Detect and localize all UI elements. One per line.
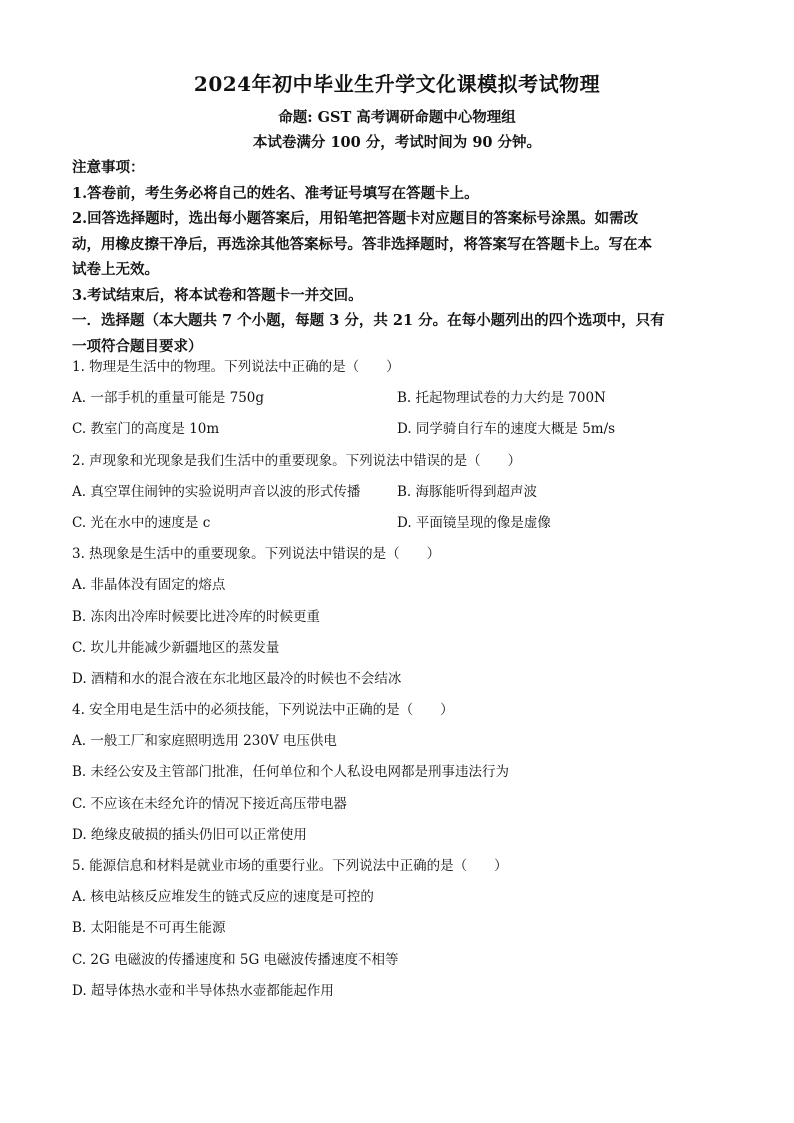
notes-line: 3.考试结束后，将本试卷和答题卡一并交回。 (72, 286, 363, 304)
question-3-option-b: B. 冻肉出冷库时候要比进冷库的时候更重 (72, 608, 321, 625)
question-1-option-b: B. 托起物理试卷的力大约是 700N (397, 390, 606, 407)
question-2-option-b: B. 海豚能听得到超声波 (397, 483, 538, 500)
notes-heading: 注意事项： (72, 159, 145, 176)
notes-line: 2.回答选择题时，选出每小题答案后，用铅笔把答题卡对应题目的答案标号涂黑。如需改 (72, 210, 639, 227)
section-heading: 一项符合题目要求） (72, 337, 203, 355)
notes-line: 1.答卷前，考生务必将自己的姓名、准考证号填写在答题卡上。 (72, 184, 479, 202)
exam-info: 本试卷满分 100 分，考试时间为 90 分钟。 (252, 134, 542, 151)
question-2-option-a: A. 真空罩住闹钟的实验说明声音以波的形式传播 (72, 483, 361, 500)
question-3-stem: 3. 热现象是生活中的重要现象。下列说法中错误的是（ ） (72, 546, 441, 563)
question-4-option-a: A. 一般工厂和家庭照明选用 230V 电压供电 (72, 733, 337, 750)
question-5-option-b: B. 太阳能是不可再生能源 (72, 920, 226, 937)
question-4-option-b: B. 未经公安及主管部门批准，任何单位和个人私设电网都是刑事违法行为 (72, 764, 510, 781)
page-title: 2024年初中毕业生升学文化课模拟考试物理 (193, 72, 601, 96)
notes-line: 试卷上无效。 (72, 261, 159, 278)
question-3-option-d: D. 酒精和水的混合液在东北地区最冷的时候也不会结冰 (72, 670, 402, 687)
questions-section (72, 352, 722, 1007)
question-2-stem: 2. 声现象和光现象是我们生活中的重要现象。下列说法中错误的是（ ） (72, 452, 522, 469)
notes-line: 动，用橡皮擦干净后，再选涂其他答案标号。答非选择题时，将答案写在答题卡上。写在本 (72, 235, 652, 253)
section-heading: 一．选择题（本大题共 7 个小题，每题 3 分，共 21 分。在每小题列出的四个选项中，只有 (72, 312, 665, 329)
notes-section (72, 155, 722, 359)
question-2-options-row (72, 508, 722, 539)
question-5-option-a: A. 核电站核反应堆发生的链式反应的速度是可控的 (72, 889, 374, 906)
question-1-stem: 1. 物理是生活中的物理。下列说法中正确的是（ ） (72, 359, 400, 375)
question-1-options-row (72, 383, 722, 414)
question-1-options-row (72, 414, 722, 445)
question-1-option-d: D. 同学骑自行车的速度大概是 5m/s (397, 421, 616, 438)
question-1-option-a: A. 一部手机的重量可能是 750g (72, 390, 265, 407)
exam-author: 命题: GST 高考调研命题中心物理组 (278, 109, 516, 126)
question-3-option-c: C. 坎儿井能减少新疆地区的蒸发量 (72, 639, 280, 656)
question-2-option-c: C. 光在水中的速度是 c (72, 514, 211, 531)
question-4-option-c: C. 不应该在未经允许的情况下接近高压带电器 (72, 795, 347, 812)
question-2-option-d: D. 平面镜呈现的像是虚像 (397, 514, 551, 531)
question-4-stem: 4. 安全用电是生活中的必须技能，下列说法中正确的是（ ） (72, 702, 454, 719)
question-3-option-a: A. 非晶体没有固定的熔点 (72, 577, 226, 594)
question-2-options-row (72, 477, 722, 508)
question-5-stem: 5. 能源信息和材料是就业市场的重要行业。下列说法中正确的是（ ） (72, 858, 508, 874)
question-5-option-c: C. 2G 电磁波的传播速度和 5G 电磁波传播速度不相等 (72, 951, 399, 968)
question-4-option-d: D. 绝缘皮破损的插头仍旧可以正常使用 (72, 826, 307, 843)
question-5-option-d: D. 超导体热水壶和半导体热水壶都能起作用 (72, 982, 334, 999)
question-1-option-c: C. 教室门的高度是 10m (72, 421, 220, 438)
